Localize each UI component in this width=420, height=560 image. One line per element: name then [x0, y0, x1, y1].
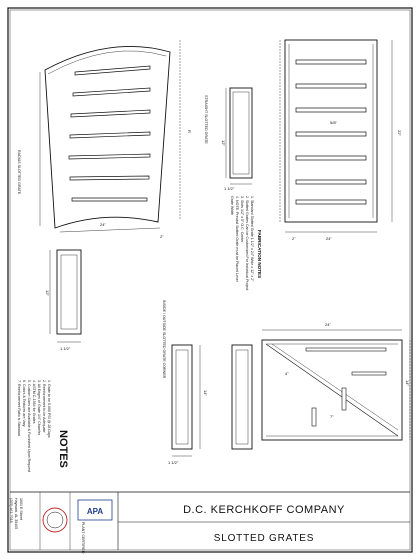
straight-grate-label: STRAIGHT SLOTTED GRATE: [204, 95, 208, 144]
radius-grate-view: [17, 40, 192, 239]
radius-bottom-dim: 2": [160, 234, 164, 239]
plant-certified-label: PLANT CERTIFIED: [81, 522, 85, 554]
company-name: D.C. KERCHKOFF COMPANY: [183, 504, 345, 516]
note-1: 1. Grate to be 5,000 PSI @ 28 Days: [47, 380, 51, 438]
notes-heading: NOTES: [57, 430, 69, 468]
note-4: 4. ASTM C-1364 for Grates: [32, 380, 36, 424]
sheet-inner-border: [10, 10, 410, 550]
fabrication-notes: [230, 196, 262, 290]
straight-plan-edge-dim: 2": [292, 236, 296, 241]
straight-grate-plan-view: [280, 40, 402, 241]
radius-width-dim: 24": [100, 222, 106, 227]
fabrication-note-1: 1. Standard Slotted Grate 1 1/2" x 24" Wide x 12" x 2": [250, 196, 254, 282]
sheet-border: [8, 8, 412, 552]
note-7: 7. Reinforcement Ratio is Standard: [17, 380, 21, 436]
fabrication-note-3: 3. Slots 1/2" x 5" O.C. Center: [240, 196, 244, 243]
title-block: [9, 492, 410, 554]
fabrication-note-5: Grate Width: [230, 196, 234, 216]
straight-grate-side-view: [204, 88, 252, 191]
radius-grate-label: RADIUS SLOTTED GRATE: [17, 150, 21, 195]
note-2: 2. Reinforcement to be Adequate: [42, 380, 46, 433]
corner-grate-slots: [306, 348, 386, 426]
note-5: 5. Custom Sizes are Available & Furnished Upon Request: [27, 380, 31, 473]
straight-plan-length-dim: 22": [397, 130, 402, 136]
apa-logo-text: APA: [86, 507, 104, 516]
radius-grate-slots: [69, 66, 150, 201]
corner-plan-length-dim: 24": [325, 322, 331, 327]
radius-grate-side-view: [45, 250, 81, 351]
fabrication-note-2: 2. Slotted Grates Can be Customized For Individual Project: [245, 196, 249, 291]
corner-plan-depth-dim: 14": [405, 380, 410, 386]
radius-side-thickness-dim: 1 1/2": [60, 346, 71, 351]
address-line-2: Hayward, AL 35405: [14, 498, 18, 530]
note-6: 6. Colors & Textures are Vary: [22, 380, 26, 427]
dck-seal-icon: [43, 508, 67, 532]
general-notes: [17, 380, 69, 472]
corner-plan-inner-dim: 4": [285, 371, 289, 376]
straight-grate-slots: [296, 60, 366, 204]
straight-side-thickness-dim: 1 1/2": [224, 186, 235, 191]
corner-grate-plan-view: [262, 322, 410, 440]
corner-plan-slot-dim: 7": [330, 414, 334, 419]
drawing-title: SLOTTED GRATES: [213, 533, 315, 544]
corner-grate-label: INSIDE / OUTSIDE SLOTTED GRATE CORNER: [162, 300, 166, 379]
straight-plan-slot-dim: 5/8": [330, 120, 337, 125]
corner-grate-side-view: [162, 300, 252, 465]
apa-logo: [78, 500, 112, 554]
straight-plan-width-dim: 24": [326, 236, 332, 241]
address-line-1: 1601 E Street: [19, 498, 23, 520]
corner-side-thickness-dim: 1 1/2": [168, 460, 179, 465]
radius-r-dim: R: [187, 130, 192, 133]
fabrication-notes-heading: FABRICATION NOTES: [257, 230, 262, 279]
address-line-3: (205) 461-7018: [9, 498, 13, 523]
fabrication-note-4: 4. NOTE: Precast Slotted Grate must be Placed Level: [235, 196, 239, 282]
straight-side-height-dim: 12": [221, 140, 226, 146]
note-3: 3. All Edges of Grate 1/4" Chamfer: [37, 380, 41, 436]
corner-side-height-dim: 14": [203, 390, 208, 396]
radius-side-height-dim: 12": [45, 290, 50, 296]
